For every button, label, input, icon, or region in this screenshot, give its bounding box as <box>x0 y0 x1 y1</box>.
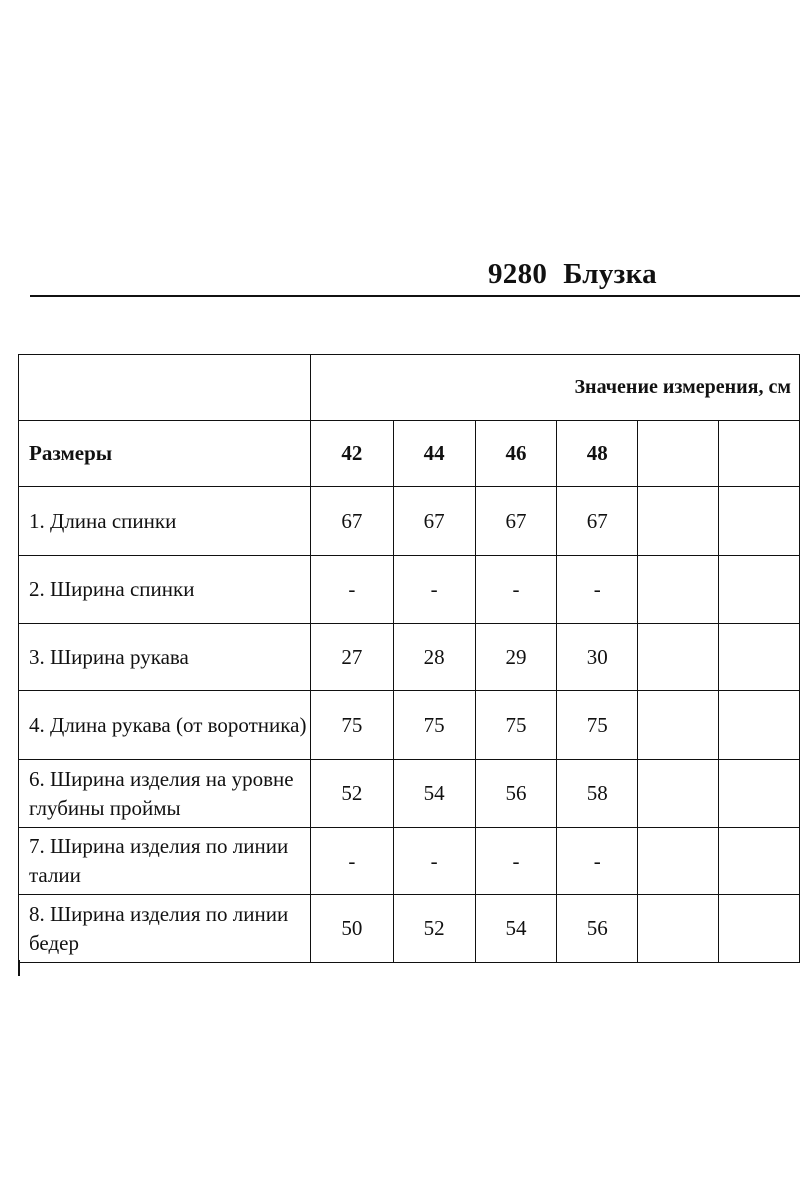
table-row <box>19 828 800 895</box>
measurement-value: 75 <box>557 691 638 760</box>
measurement-value <box>638 760 719 828</box>
units-header-row <box>19 355 800 421</box>
document-title <box>488 258 657 291</box>
measurement-value <box>719 828 800 895</box>
sizes-header-row <box>19 421 800 487</box>
units-header-cell <box>311 355 800 421</box>
article-name: Блузка <box>563 258 657 290</box>
measurement-value: 67 <box>311 487 393 556</box>
measurement-value: 75 <box>311 691 393 760</box>
measurement-value <box>719 895 800 963</box>
size-header-cell: 44 <box>393 421 475 487</box>
measurement-value <box>719 487 800 556</box>
measurement-value: 52 <box>393 895 475 963</box>
measurement-label: 1. Длина спинки <box>19 487 311 556</box>
measurement-value: - <box>475 828 556 895</box>
measurement-value <box>638 624 719 691</box>
measurement-value: 67 <box>393 487 475 556</box>
measurement-label: 2. Ширина спинки <box>19 556 311 624</box>
measurement-value: - <box>311 556 393 624</box>
sizes-label: Размеры <box>19 421 311 487</box>
measurement-value: - <box>557 556 638 624</box>
measurement-label: 7. Ширина изделия по линии талии <box>19 828 311 895</box>
measurement-value: - <box>557 828 638 895</box>
measurement-value: 75 <box>393 691 475 760</box>
measurement-value: - <box>311 828 393 895</box>
measurement-value <box>638 556 719 624</box>
measurement-label: 4. Длина рукава (от воротника) <box>19 691 311 760</box>
size-header-cell: 46 <box>475 421 556 487</box>
size-header-cell <box>638 421 719 487</box>
measurement-value: - <box>475 556 556 624</box>
units-header: Значение измерения, см <box>574 376 791 398</box>
measurement-value: - <box>393 828 475 895</box>
measurement-value: 52 <box>311 760 393 828</box>
measurement-value: 28 <box>393 624 475 691</box>
table-row <box>19 760 800 828</box>
measurement-value: 56 <box>475 760 556 828</box>
measurement-value: 27 <box>311 624 393 691</box>
measurement-value <box>638 487 719 556</box>
measurement-value <box>719 556 800 624</box>
measurement-label: 6. Ширина изделия на уровне глубины проймы <box>19 760 311 828</box>
empty-corner-cell <box>19 355 311 421</box>
table-row <box>19 487 800 556</box>
measurement-label: 8. Ширина изделия по линии бедер <box>19 895 311 963</box>
measurement-value <box>638 895 719 963</box>
measurement-value: 54 <box>393 760 475 828</box>
table-row <box>19 556 800 624</box>
measurement-value: 75 <box>475 691 556 760</box>
measurement-label: 3. Ширина рукава <box>19 624 311 691</box>
size-chart-table <box>18 354 800 963</box>
measurement-value <box>719 760 800 828</box>
measurement-value: 67 <box>557 487 638 556</box>
title-divider <box>30 295 800 297</box>
measurement-value <box>638 828 719 895</box>
size-header-cell: 42 <box>311 421 393 487</box>
measurement-value: 54 <box>475 895 556 963</box>
measurement-value <box>719 624 800 691</box>
measurement-value: 30 <box>557 624 638 691</box>
measurement-value: - <box>393 556 475 624</box>
table-row <box>19 691 800 760</box>
size-header-cell: 48 <box>557 421 638 487</box>
table-row <box>19 895 800 963</box>
measurement-value <box>719 691 800 760</box>
measurement-value: 29 <box>475 624 556 691</box>
table-edge-line <box>18 960 20 976</box>
measurement-value <box>638 691 719 760</box>
measurement-value: 67 <box>475 487 556 556</box>
measurement-value: 50 <box>311 895 393 963</box>
table-row <box>19 624 800 691</box>
size-header-cell <box>719 421 800 487</box>
article-code: 9280 <box>488 258 548 290</box>
measurement-value: 58 <box>557 760 638 828</box>
measurement-value: 56 <box>557 895 638 963</box>
